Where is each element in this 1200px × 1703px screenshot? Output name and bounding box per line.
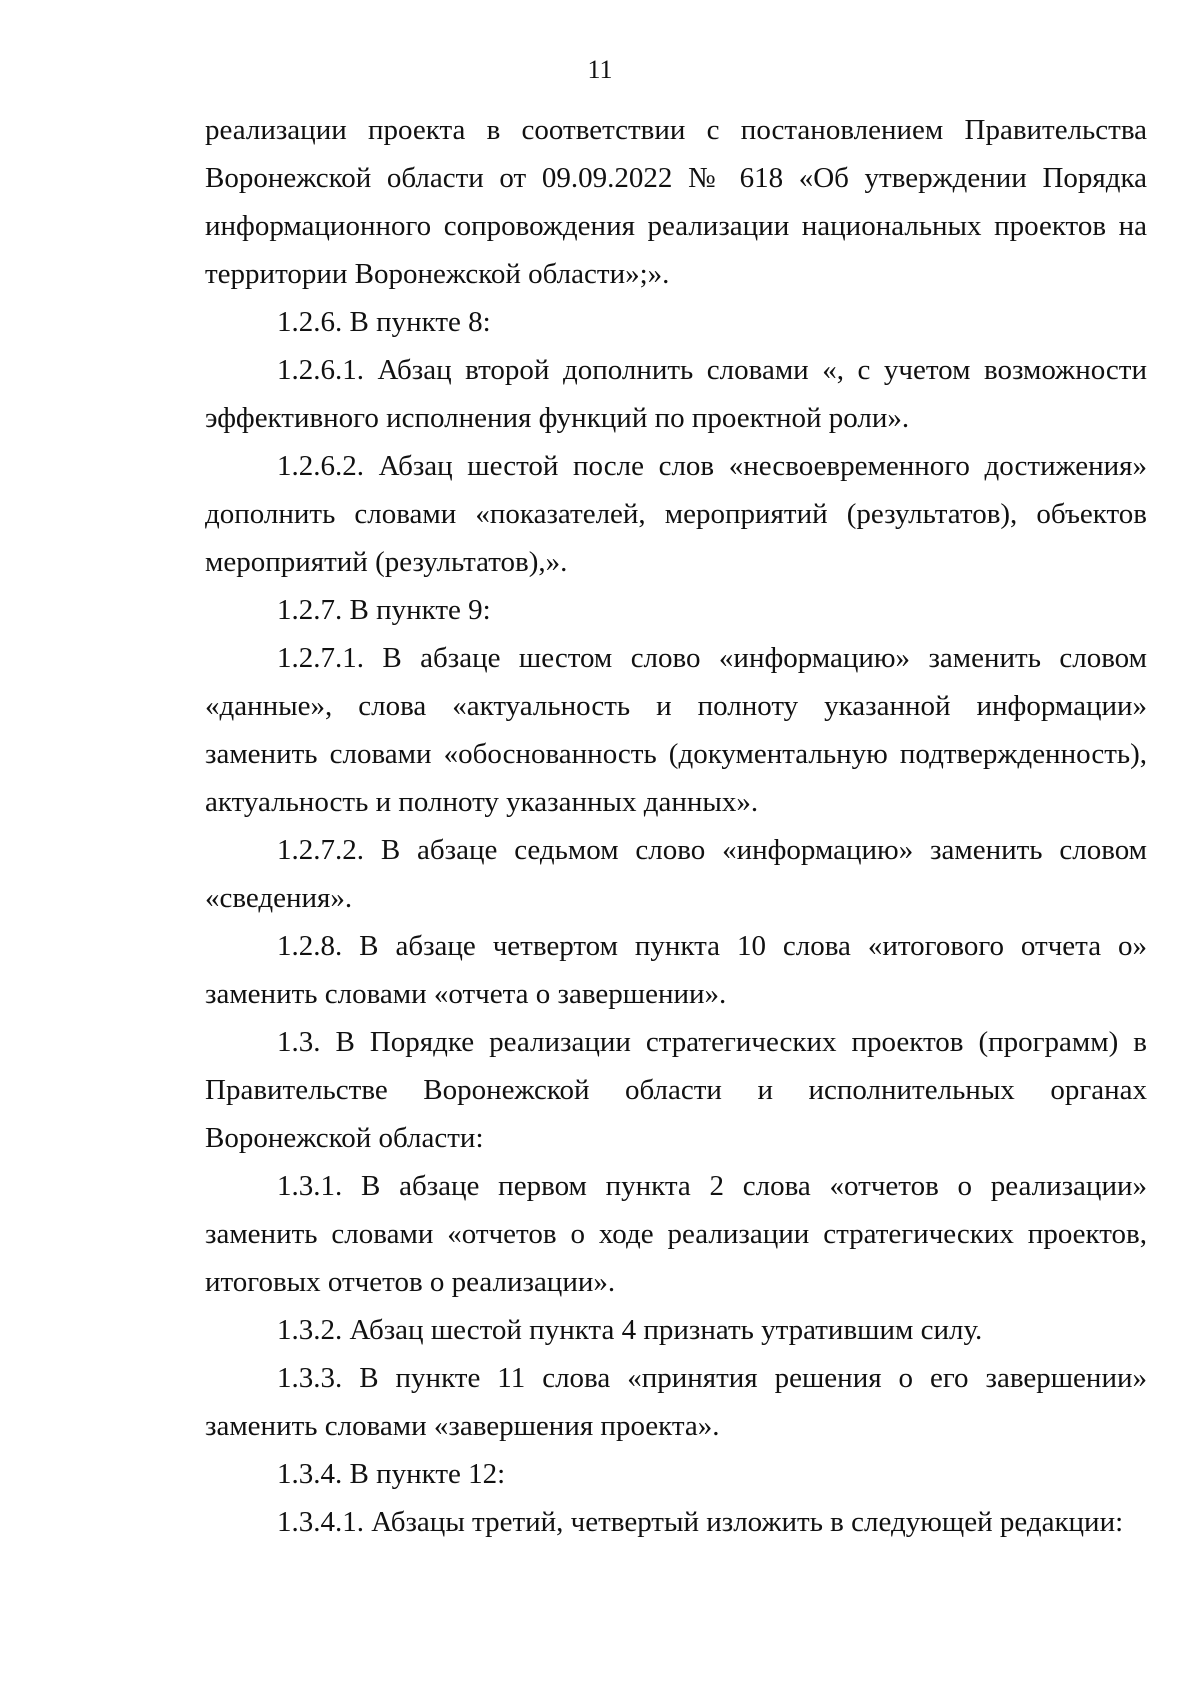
paragraph-1-3-4-1: 1.3.4.1. Абзацы третий, четвертый изложить в следующей редакции: <box>277 1506 1124 1538</box>
paragraph-1-3: 1.3. В Порядке реализации стратегических проектов (программ) в Правительстве Воронежской области и исполнительных органах Воронежской области: <box>205 1026 1147 1154</box>
paragraph-1-2-6-1: 1.2.6.1. Абзац второй дополнить словами «, с учетом возможности эффективного исполнения функций по проектной роли». <box>205 354 1147 434</box>
paragraph-1-3-2: 1.3.2. Абзац шестой пункта 4 признать утратившим силу. <box>277 1314 983 1346</box>
paragraph-1-2-7-2: 1.2.7.2. В абзаце седьмом слово «информацию» заменить словом «сведения». <box>205 834 1147 914</box>
document-body <box>205 106 1147 1546</box>
paragraph-1-3-1: 1.3.1. В абзаце первом пункта 2 слова «отчетов о реализации» заменить словами «отчетов о ходе реализации стратегических проектов, итоговых отчетов о реализации». <box>205 1170 1147 1298</box>
paragraph-1-2-6-2: 1.2.6.2. Абзац шестой после слов «несвоевременного достижения» дополнить словами «показателей, мероприятий (результатов), объектов мероприятий (результатов),». <box>205 450 1147 578</box>
paragraph-1-2-7-1: 1.2.7.1. В абзаце шестом слово «информацию» заменить словом «данные», слова «актуальность и полноту указанной информации» заменить словами «обоснованность (документальную подтвержденность), актуальность и полноту указанных данных». <box>205 642 1147 818</box>
paragraph-1-2-7: 1.2.7. В пункте 9: <box>277 594 491 626</box>
paragraph-continuation: реализации проекта в соответствии с постановлением Правительства Воронежской области от 09.09.2022 № 618 «Об утверждении Порядка информационного сопровождения реализации национальных проектов на территории Воронежской области»;». <box>205 114 1147 290</box>
paragraph-1-3-4: 1.3.4. В пункте 12: <box>277 1458 506 1490</box>
page-number: 11 <box>587 55 613 84</box>
paragraph-1-2-8: 1.2.8. В абзаце четвертом пункта 10 слова «итогового отчета о» заменить словами «отчета о завершении». <box>205 930 1147 1010</box>
paragraph-1-2-6: 1.2.6. В пункте 8: <box>277 306 491 338</box>
paragraph-1-3-3: 1.3.3. В пункте 11 слова «принятия решения о его завершении» заменить словами «завершения проекта». <box>205 1362 1147 1442</box>
